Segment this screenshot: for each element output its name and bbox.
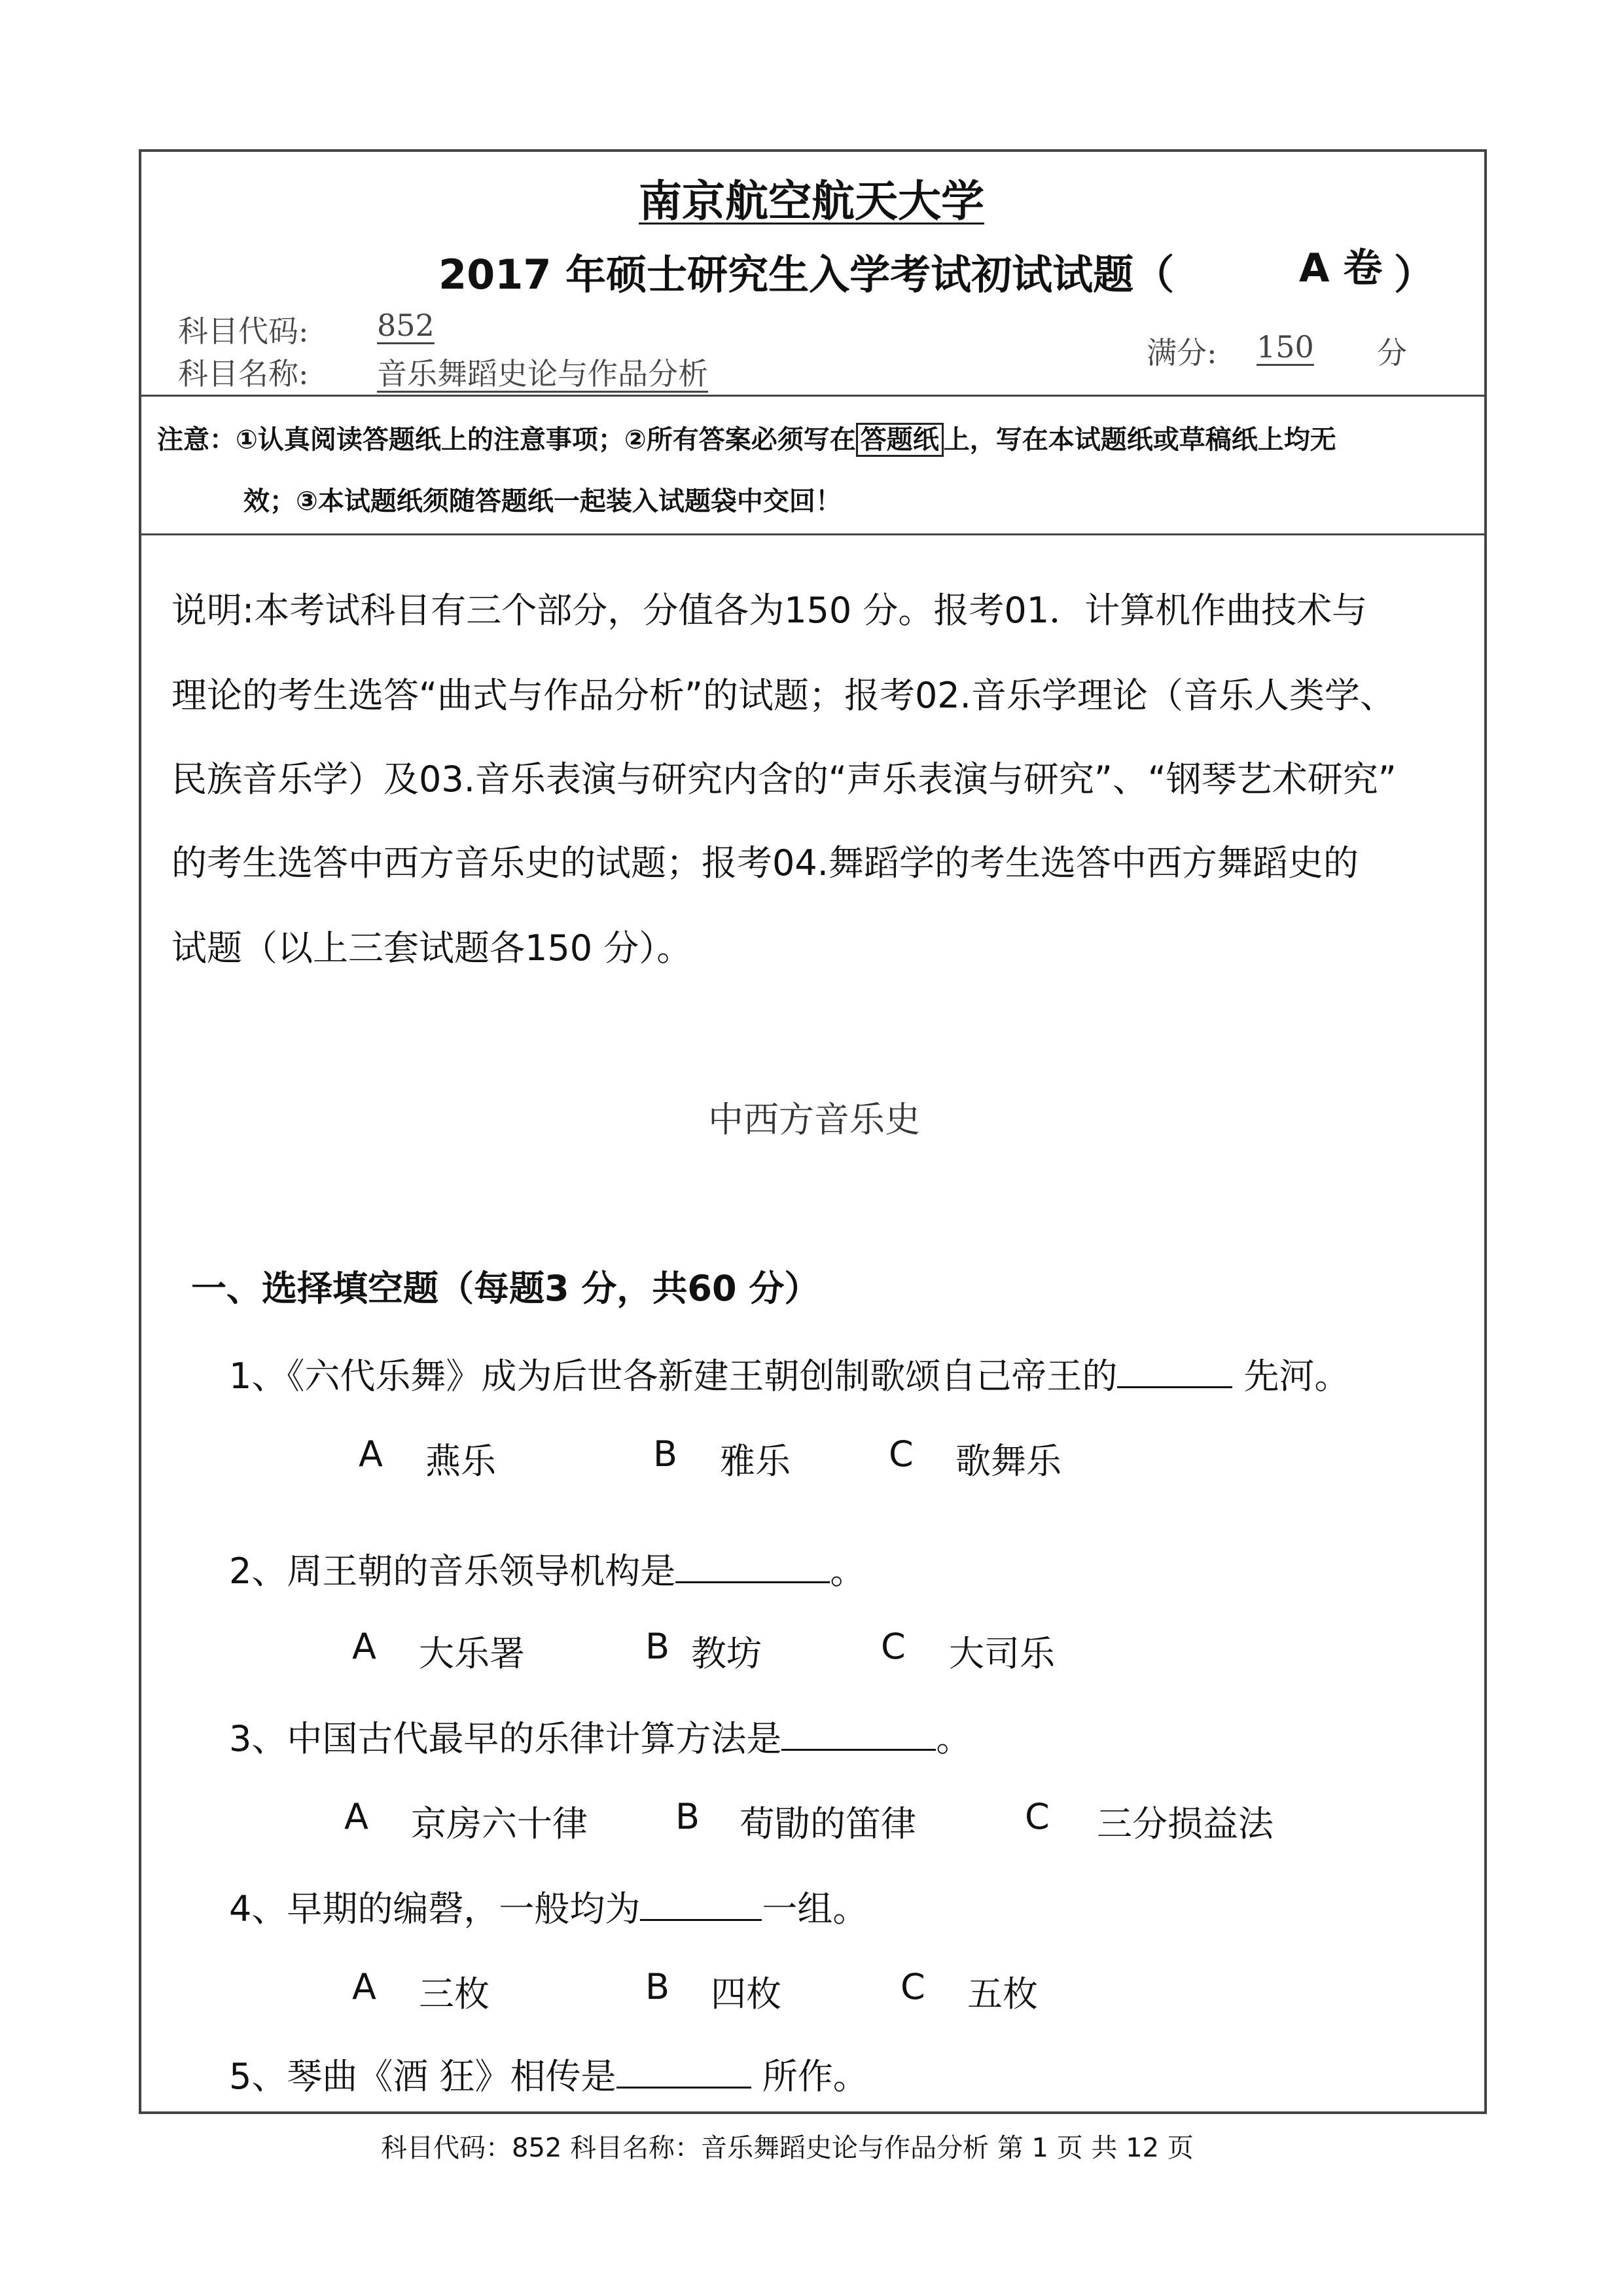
option-c-letter: C bbox=[889, 1433, 914, 1475]
option-c-text: 大司乐 bbox=[949, 1633, 1055, 1674]
instruction-line-5: 试题（以上三套试题各150 分）。 bbox=[171, 927, 692, 969]
option-c-text: 歌舞乐 bbox=[955, 1441, 1061, 1482]
notice-suffix: 上，写在本试题纸或草稿纸上均无 bbox=[943, 425, 1336, 455]
option-b-letter: B bbox=[645, 1626, 670, 1667]
option-a-letter: A bbox=[344, 1796, 368, 1837]
subject-code-value: 852 bbox=[377, 308, 435, 343]
instruction-line-4: 的考生选答中西方音乐史的试题；报考04.舞蹈学的考生选答中西方舞蹈史的 bbox=[171, 842, 1359, 884]
page-footer: 科目代码：852 科目名称：音乐舞蹈史论与作品分析 第 1 页 共 12 页 bbox=[381, 2133, 1194, 2163]
instruction-line-3: 民族音乐学）及03.音乐表演与研究内含的“声乐表演与研究”、“钢琴艺术研究” bbox=[171, 759, 1397, 800]
full-score-value: 150 bbox=[1257, 329, 1314, 365]
question-4 bbox=[229, 1881, 868, 1931]
option-a-letter: A bbox=[352, 1626, 376, 1667]
option-b-text: 荀勖的笛律 bbox=[740, 1803, 916, 1844]
option-a-text: 燕乐 bbox=[425, 1441, 496, 1482]
question-3-tail: 。 bbox=[936, 1718, 972, 1759]
question-1-text: 1、《六代乐舞》成为后世各新建王朝创制歌颂自己帝王的 bbox=[229, 1355, 1118, 1397]
option-b-text: 四枚 bbox=[711, 1973, 781, 2015]
question-4-text: 4、早期的编磬，一般均为 bbox=[229, 1888, 641, 1929]
subject-name-value: 音乐舞蹈史论与作品分析 bbox=[377, 356, 708, 391]
option-b-letter: B bbox=[675, 1796, 700, 1837]
question-3 bbox=[229, 1711, 971, 1761]
question-2 bbox=[229, 1543, 865, 1594]
option-c-text: 三分损益法 bbox=[1097, 1803, 1274, 1844]
question-1 bbox=[229, 1348, 1350, 1399]
answer-blank bbox=[616, 2055, 751, 2089]
header-divider bbox=[139, 395, 1487, 397]
notice-prefix: 注意：①认真阅读答题纸上的注意事项；②所有答案必须写在 bbox=[157, 425, 856, 455]
notice-answer-sheet: 答题纸 bbox=[856, 423, 944, 457]
paper-type-close: ） bbox=[1394, 251, 1435, 298]
option-a-text: 京房六十律 bbox=[411, 1803, 588, 1844]
option-c-letter: C bbox=[901, 1966, 925, 2007]
question-1-tail: 先河。 bbox=[1232, 1355, 1350, 1397]
question-5-text: 5、琴曲《酒 狂》相传是 bbox=[229, 2056, 616, 2097]
question-2-text: 2、周王朝的音乐领导机构是 bbox=[229, 1551, 676, 1592]
subject-name-label: 科目名称: bbox=[178, 356, 309, 391]
notice-line-2: 效；③本试题纸须随答题纸一起装入试题袋中交回！ bbox=[243, 486, 842, 516]
paper-type: A 卷 bbox=[1299, 245, 1383, 291]
option-b-letter: B bbox=[645, 1966, 670, 2007]
option-a-letter: A bbox=[352, 1966, 376, 2007]
instruction-line-1: 说明:本考试科目有三个部分，分值各为150 分。报考01．计算机作曲技术与 bbox=[171, 590, 1368, 631]
option-a-letter: A bbox=[359, 1433, 383, 1475]
option-a-text: 三枚 bbox=[419, 1973, 490, 2015]
university-name: 南京航空航天大学 bbox=[639, 176, 984, 226]
option-c-letter: C bbox=[1025, 1796, 1050, 1837]
option-c-text: 五枚 bbox=[967, 1973, 1038, 2015]
notice-line-1 bbox=[157, 419, 1336, 456]
option-b-text: 教坊 bbox=[691, 1633, 762, 1674]
instruction-line-2: 理论的考生选答“曲式与作品分析”的试题；报考02.音乐学理论（音乐人类学、 bbox=[171, 675, 1395, 716]
answer-blank bbox=[781, 1717, 936, 1751]
answer-blank bbox=[675, 1550, 830, 1583]
answer-blank bbox=[1117, 1355, 1232, 1388]
part-heading: 一、选择填空题（每题3 分，共60 分） bbox=[191, 1268, 820, 1309]
question-5 bbox=[229, 2049, 868, 2099]
question-3-text: 3、中国古代最早的乐律计算方法是 bbox=[229, 1718, 782, 1759]
question-5-tail: 所作。 bbox=[751, 2056, 868, 2097]
question-2-tail: 。 bbox=[830, 1551, 866, 1592]
full-score-unit: 分 bbox=[1377, 335, 1407, 370]
answer-blank bbox=[640, 1888, 762, 1921]
subject-code-label: 科目代码: bbox=[178, 314, 309, 349]
notice-divider bbox=[139, 533, 1487, 535]
option-a-text: 大乐署 bbox=[419, 1633, 525, 1674]
option-b-letter: B bbox=[653, 1433, 678, 1475]
exam-title: 2017 年硕士研究生入学考试初试试题（ bbox=[438, 251, 1175, 298]
option-c-letter: C bbox=[881, 1626, 906, 1667]
question-4-tail: 一组。 bbox=[762, 1888, 868, 1929]
option-b-text: 雅乐 bbox=[720, 1441, 791, 1482]
section-title: 中西方音乐史 bbox=[708, 1099, 920, 1140]
full-score-label: 满分: bbox=[1147, 335, 1217, 370]
